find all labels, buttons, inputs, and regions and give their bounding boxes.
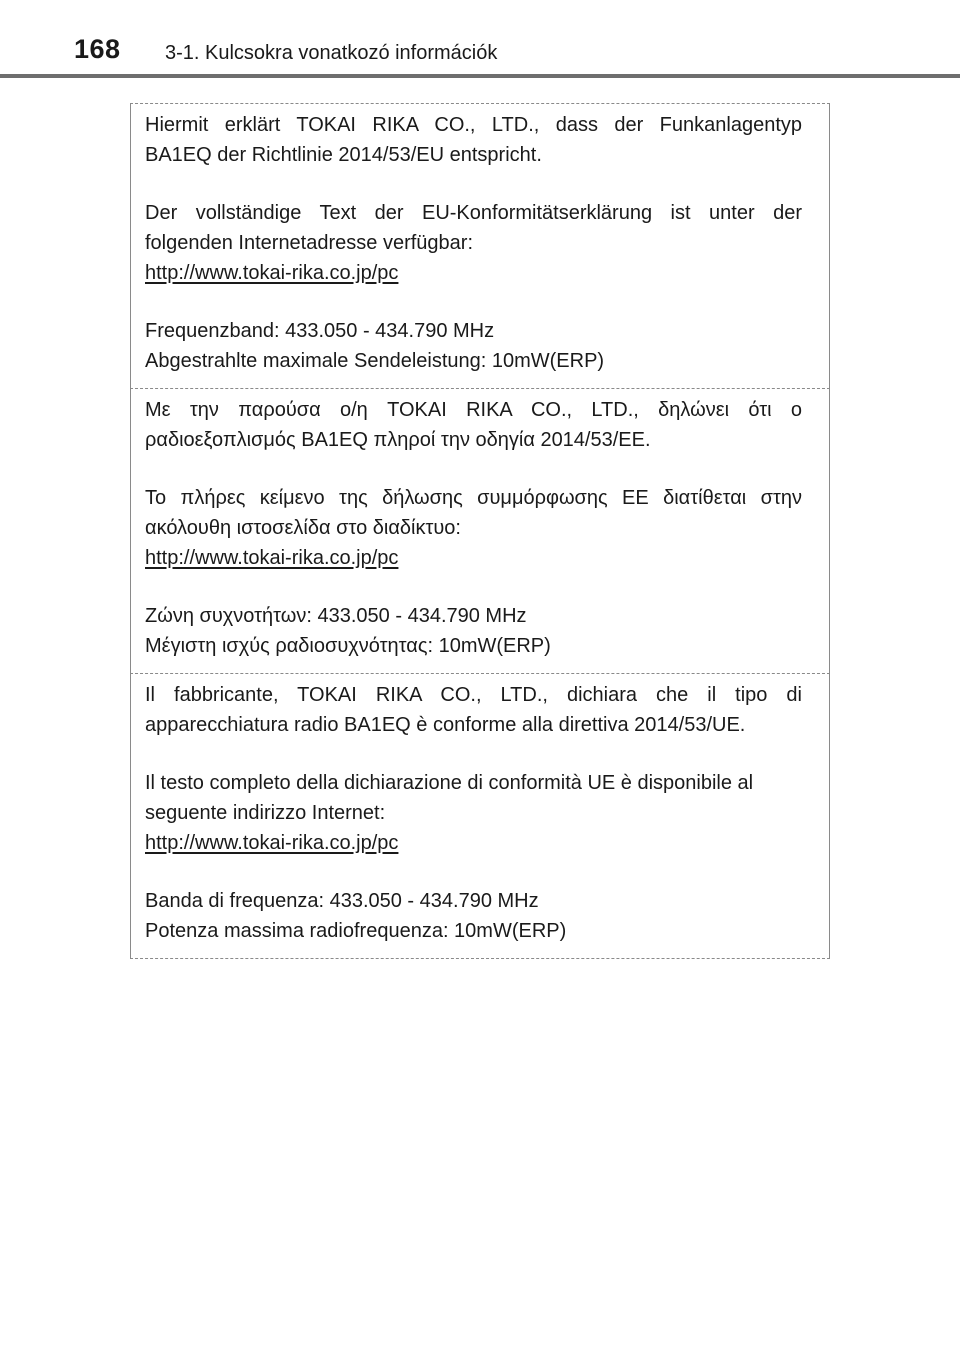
declaration-url-link[interactable]: http://www.tokai-rika.co.jp/pc — [145, 262, 399, 284]
max-power: Potenza massima radiofrequenza: 10mW(ERP) — [145, 920, 567, 942]
section-title: 3-1. Kulcsokra vonatkozó információk — [165, 42, 498, 64]
fulltext-line: ακόλουθη ιστοσελίδα στο διαδίκτυο: — [145, 517, 461, 539]
frequency-band: Banda di frequenza: 433.050 - 434.790 MHz — [145, 890, 539, 912]
declaration-line: ραδιοεξοπλισμός BA1EQ πληροί την οδηγία 2014/53/ΕΕ. — [145, 429, 651, 451]
declaration-line: Hiermit erklärt TOKAI RIKA CO., LTD., dass der Funkanlagentyp — [145, 114, 802, 136]
declaration-url-link[interactable]: http://www.tokai-rika.co.jp/pc — [145, 832, 399, 854]
declaration-line: apparecchiatura radio BA1EQ è conforme alla direttiva 2014/53/UE. — [145, 714, 746, 736]
page-number: 168 — [74, 34, 121, 64]
section-italian — [131, 674, 829, 958]
section-greek — [131, 389, 829, 673]
max-power: Abgestrahlte maximale Sendeleistung: 10mW(ERP) — [145, 350, 605, 372]
declaration-line: Με την παρούσα ο/η TOKAI RIKA CO., LTD., δηλώνει ότι ο — [145, 399, 802, 421]
max-power: Μέγιστη ισχύς ραδιοσυχνότητας: 10mW(ERP) — [145, 635, 551, 657]
declaration-line: Il fabbricante, TOKAI RIKA CO., LTD., dichiara che il tipo di — [145, 684, 802, 706]
section-german — [131, 104, 829, 388]
declaration-line: BA1EQ der Richtlinie 2014/53/EU entspricht. — [145, 144, 542, 166]
fulltext-line: folgenden Internetadresse verfügbar: — [145, 232, 473, 254]
frequency-band: Ζώνη συχνοτήτων: 433.050 - 434.790 MHz — [145, 605, 527, 627]
header-rule — [0, 74, 960, 78]
fulltext-line: seguente indirizzo Internet: — [145, 802, 386, 824]
fulltext-line: Το πλήρες κείμενο της δήλωσης συμμόρφωσης ΕΕ διατίθεται στην — [145, 487, 802, 509]
fulltext-line: Il testo completo della dichiarazione di conformità UE è disponibile al — [145, 772, 754, 794]
declaration-box — [130, 103, 830, 959]
page-header — [0, 0, 960, 80]
box-bottom-border — [130, 958, 830, 959]
fulltext-line: Der vollständige Text der EU-Konformitätserklärung ist unter der — [145, 202, 802, 224]
declaration-url-link[interactable]: http://www.tokai-rika.co.jp/pc — [145, 547, 399, 569]
frequency-band: Frequenzband: 433.050 - 434.790 MHz — [145, 320, 495, 342]
